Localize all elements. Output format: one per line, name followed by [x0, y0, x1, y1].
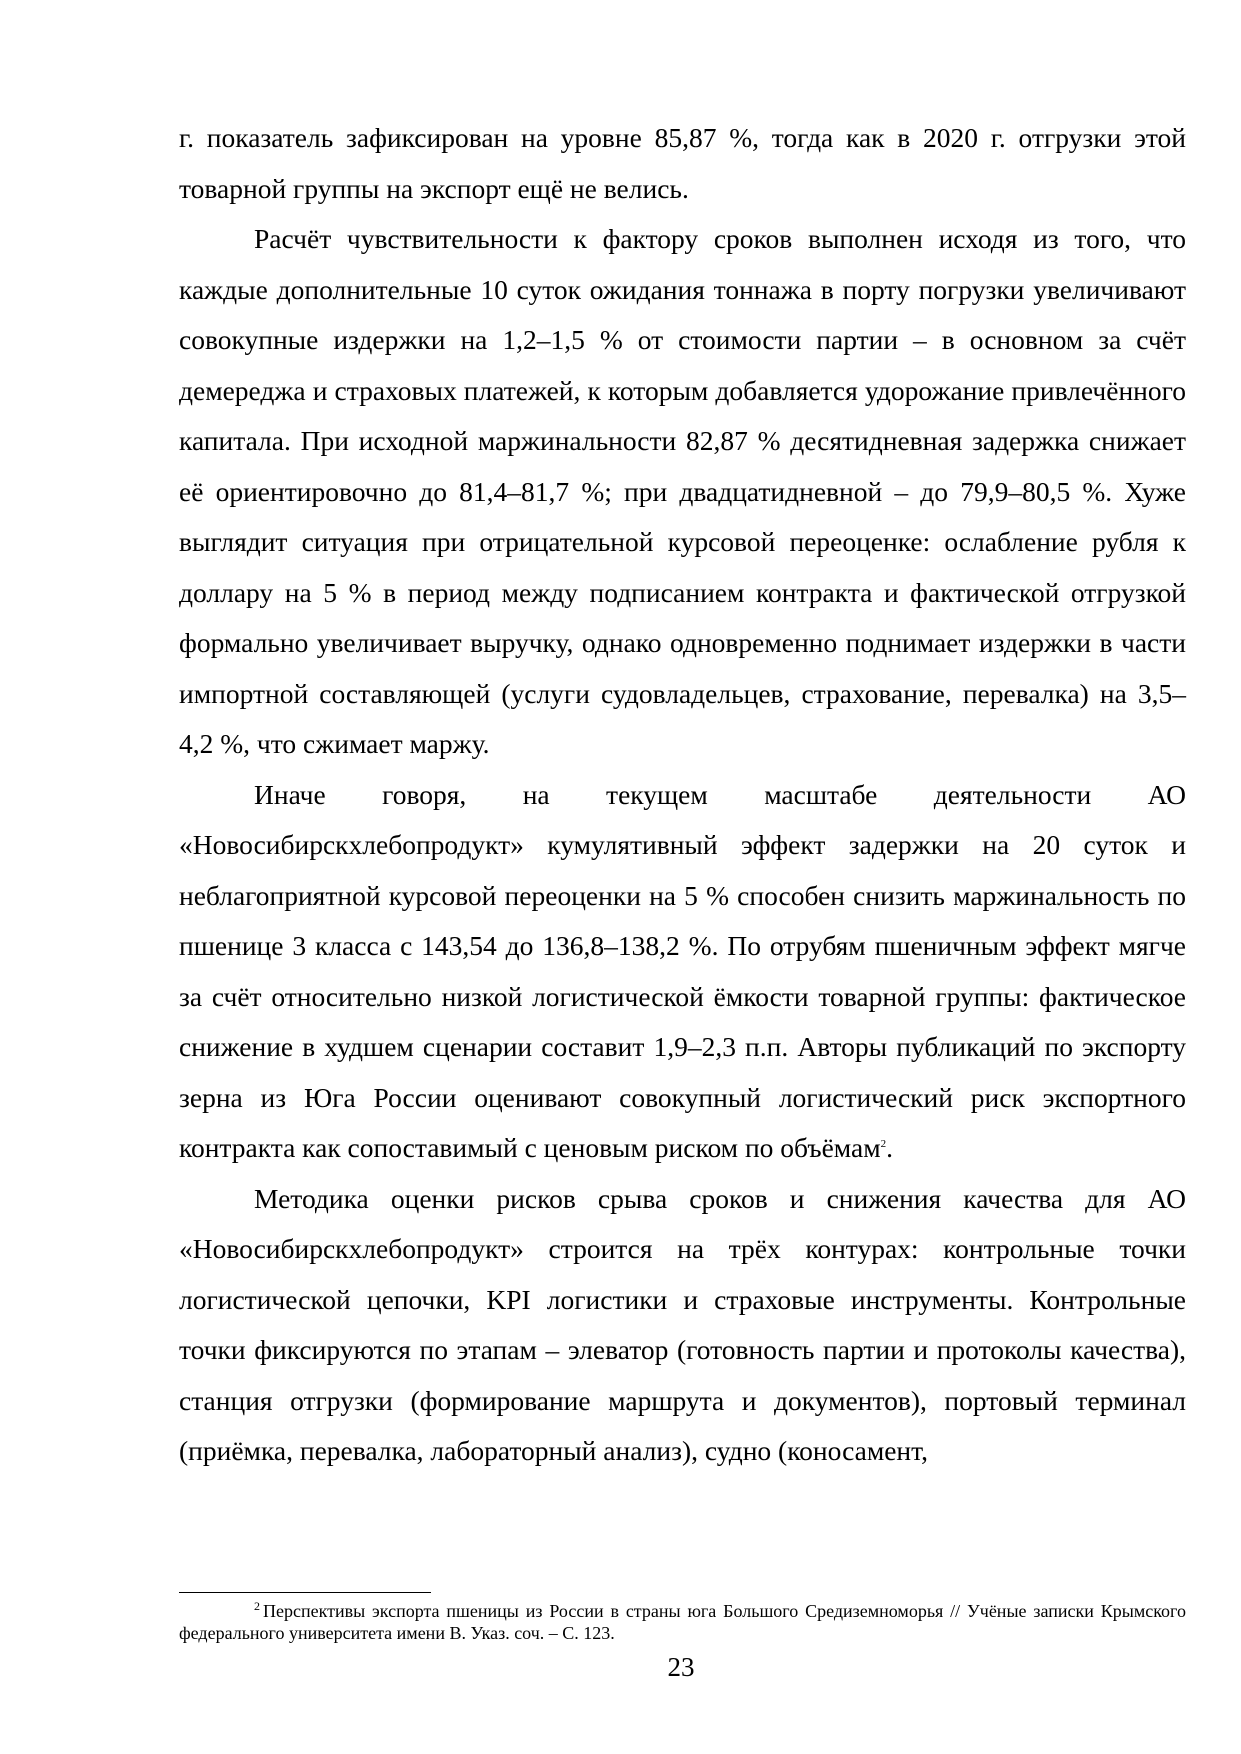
- footnote: [179, 1600, 1186, 1644]
- paragraph-cumulative-effect: [179, 770, 1186, 1174]
- paragraph-cumulative-effect-text: Иначе говоря, на текущем масштабе деятельности АО «Новосибирскхлебопродукт» кумулятивный эффект задержки на 20 суток и неблагоприятной курсовой переоценки на 5 % способен снизить маржинальность по пшенице 3 класса с 143,54 до 136,8–138,2 %. По отрубям пшеничным эффект мягче за счёт относительно низкой логистической ёмкости товарной группы: фактическое снижение в худшем сценарии составит 1,9–2,3 п.п. Авторы публикаций по экспорту зерна из Юга России оценивают совокупный логистический риск экспортного контракта как сопоставимый с ценовым риском по объёмам: [179, 778, 1186, 1163]
- footnote-reference[interactable]: 2: [880, 1137, 887, 1150]
- page-number: 23: [667, 1652, 695, 1682]
- footnote-separator: [179, 1592, 431, 1593]
- footnote-number: 2: [254, 1599, 260, 1613]
- paragraph-methodology: Методика оценки рисков срыва сроков и снижения качества для АО «Новосибирскхлебопродукт» строится на трёх контурах: контрольные точки логистической цепочки, KPI логистики и страховые инструменты. Контрольные точки фиксируются по этапам – элеватор (готовность партии и протоколы качества), станция отгрузки (формирование маршрута и документов), портовый терминал (приёмка, перевалка, лабораторный анализ), судно (коносамент,: [179, 1182, 1186, 1466]
- document-body: [179, 113, 1186, 1477]
- paragraph-cumulative-effect-tail: .: [886, 1132, 893, 1163]
- footnote-text: Перспективы экспорта пшеницы из России в страны юга Большого Средиземноморья // Учёные записки Крымского федерального университета имени В. Указ. соч. – С. 123.: [179, 1601, 1186, 1643]
- paragraph-continuation: г. показатель зафиксирован на уровне 85,87 %, тогда как в 2020 г. отгрузки этой товарной группы на экспорт ещё не велись.: [179, 122, 1186, 204]
- paragraph-sensitivity-calculation: Расчёт чувствительности к фактору сроков выполнен исходя из того, что каждые дополнительные 10 суток ожидания тоннажа в порту погрузки увеличивают совокупные издержки на 1,2–1,5 % от стоимости партии – в основном за счёт демереджа и страховых платежей, к которым добавляется удорожание привлечённого капитала. При исходной маржинальности 82,87 % десятидневная задержка снижает её ориентировочно до 81,4–81,7 %; при двадцатидневной – до 79,9–80,5 %. Хуже выглядит ситуация при отрицательной курсовой переоценке: ослабление рубля к доллару на 5 % в период между подписанием контракта и фактической отгрузкой формально увеличивает выручку, однако одновременно поднимает издержки в части импортной составляющей (услуги судовладельцев, страхование, перевалка) на 3,5–4,2 %, что сжимает маржу.: [179, 223, 1186, 759]
